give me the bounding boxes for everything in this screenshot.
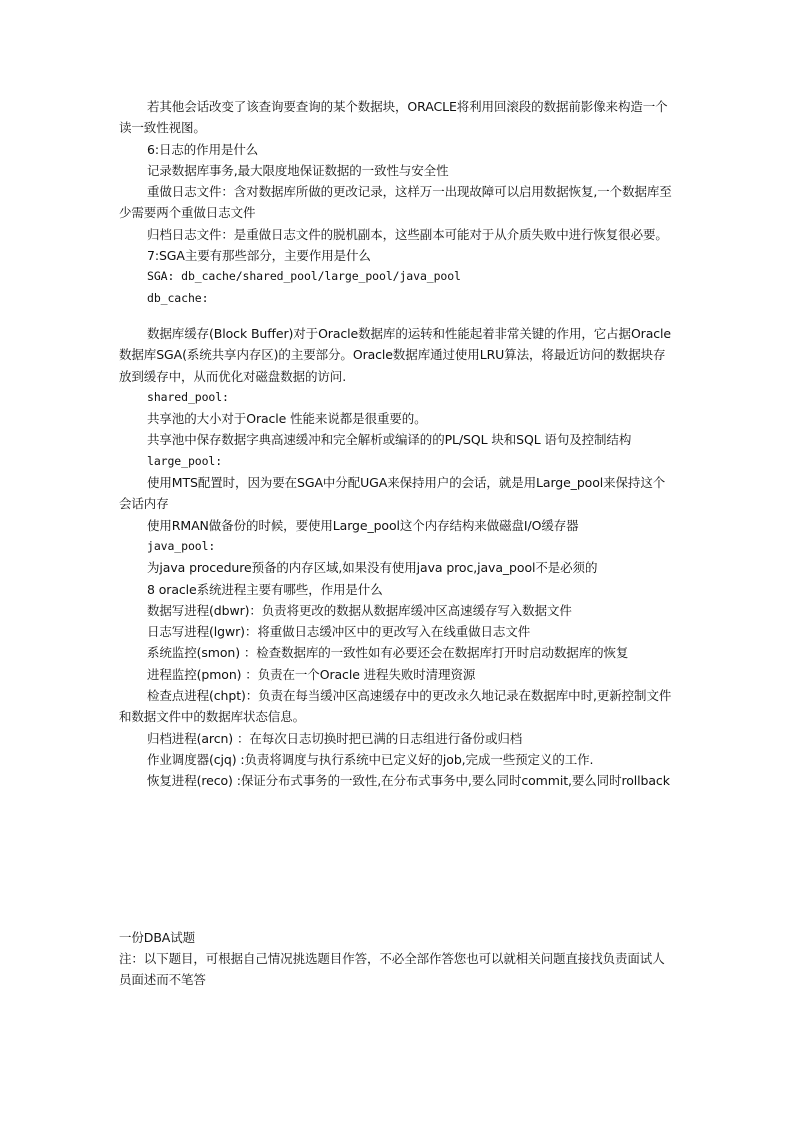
question-7-heading: 7:SGA主要有那些部分，主要作用是什么 xyxy=(147,248,371,264)
process-arcn: 归档进程(arcn) ：在每次日志切换时把已满的日志组进行备份或归档 xyxy=(147,730,523,746)
large-pool-label: large_pool: xyxy=(147,453,223,468)
question-8-heading: 8 oracle系统进程主要有哪些，作用是什么 xyxy=(147,581,383,597)
section-note: 注：以下题目，可根据自己情况挑选题目作答，不必全部作答您也可以就相关问题直接找负责面试人员面述而不笔答 xyxy=(119,951,665,987)
paragraph-db-cache: 数据库缓存(Block Buffer)对于Oracle数据库的运转和性能起着非常关键的作用，它占据Oracle数据库SGA(系统共享内存区)的主要部分。Oracle数据库通过使用LRU算法，将最近访问的数据块存放到缓存中，从而优化对磁盘数据的访问. xyxy=(119,325,672,384)
dba-test-section xyxy=(119,927,675,990)
paragraph-archive-log: 归档日志文件：是重做日志文件的脱机副本，这些副本可能对于从介质失败中进行恢复很必要。 xyxy=(147,226,668,242)
paragraph-large-pool-mts: 使用MTS配置时，因为要在SGA中分配UGA来保持用户的会话，就是用Large_pool来保持这个会话内存 xyxy=(119,475,666,512)
paragraph-java-pool: 为java procedure预备的内存区域,如果没有使用java proc,java_pool不是必须的 xyxy=(147,560,598,576)
db-cache-label: db_cache: xyxy=(147,290,209,305)
paragraph-read-consistency: 若其他会话改变了该查询要查询的某个数据块，ORACLE将利用回滚段的数据前影像来构造一个读一致性视图。 xyxy=(119,99,668,136)
java-pool-label: java_pool: xyxy=(147,538,216,553)
paragraph-shared-pool-contents: 共享池中保存数据字典高速缓冲和完全解析或编译的的PL/SQL 块和SQL 语句及控制结构 xyxy=(147,432,632,448)
process-reco: 恢复进程(reco) :保证分布式事务的一致性,在分布式事务中,要么同时commit,要么同时rollback xyxy=(147,773,670,789)
document-body xyxy=(119,96,675,792)
shared-pool-label: shared_pool: xyxy=(147,389,229,404)
process-pmon: 进程监控(pmon) ：负责在一个Oracle 进程失败时清理资源 xyxy=(147,666,476,682)
paragraph-redo-log: 重做日志文件：含对数据库所做的更改记录，这样万一出现故障可以启用数据恢复,一个数据库至少需要两个重做日志文件 xyxy=(119,184,672,221)
process-dbwr: 数据写进程(dbwr)：负责将更改的数据从数据库缓冲区高速缓存写入数据文件 xyxy=(147,602,572,618)
paragraph-shared-pool-size: 共享池的大小对于Oracle 性能来说都是很重要的。 xyxy=(147,411,427,427)
process-smon: 系统监控(smon) ：检查数据库的一致性如有必要还会在数据库打开时启动数据库的恢复 xyxy=(147,645,629,661)
paragraph-large-pool-rman: 使用RMAN做备份的时候，要使用Large_pool这个内存结构来做磁盘I/O缓存器 xyxy=(147,517,579,533)
section-title: 一份DBA试题 xyxy=(119,930,196,945)
process-ckpt: 检查点进程(chpt)：负责在每当缓冲区高速缓存中的更改永久地记录在数据库中时,更新控制文件和数据文件中的数据库状态信息。 xyxy=(119,688,672,725)
paragraph-log-purpose: 记录数据库事务,最大限度地保证数据的一致性与安全性 xyxy=(147,162,449,178)
sga-components-line: SGA: db_cache/shared_pool/large_pool/java_pool xyxy=(147,269,461,284)
blank-gap xyxy=(119,309,675,323)
process-cjq: 作业调度器(cjq) :负责将调度与执行系统中已定义好的job,完成一些预定义的工作. xyxy=(147,751,594,767)
question-6-heading: 6:日志的作用是什么 xyxy=(147,141,259,157)
process-lgwr: 日志写进程(lgwr)：将重做日志缓冲区中的更改写入在线重做日志文件 xyxy=(147,624,531,640)
